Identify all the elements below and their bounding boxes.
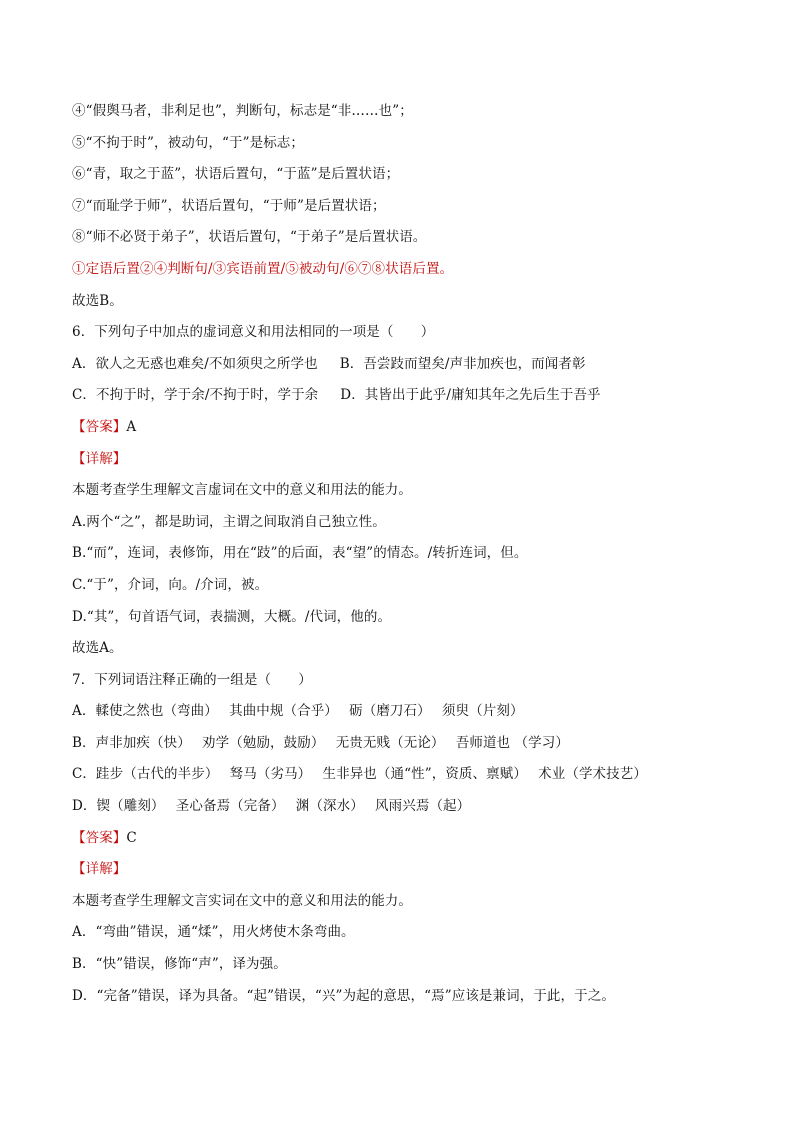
q7-option-a: A．輮使之然也（弯曲） 其曲中规（合乎） 砺（磨刀石） 须臾（片刻） <box>72 703 524 720</box>
q6-answer <box>72 412 722 444</box>
q6-option-c: C．不拘于时，学于余/不拘于时，学于余 <box>72 387 319 404</box>
q7-detail-a: A．“弯曲”错误，通“煣”，用火烤使木条弯曲。 <box>72 924 355 941</box>
q5-explanation-line-8: ⑧“师不必贤于弟子”，状语后置句，“于弟子”是后置状语。 <box>72 229 427 246</box>
q7-option-d: D．锲（雕刻） 圣心备焉（完备） 渊（深水） 风雨兴焉（起） <box>72 798 471 815</box>
q6-answer-value: A <box>126 418 137 435</box>
q6-answer-label: 【答案】 <box>72 418 127 435</box>
q6-options-ab <box>72 349 722 381</box>
q6-option-d: D．其皆出于此乎/庸知其年之先后生于吾乎 <box>340 387 601 404</box>
q5-explanation-line-5: ⑤“不拘于时”，被动句，“于”是标志； <box>72 134 305 151</box>
q6-option-a: A．欲人之无惑也难矣/不如须臾之所学也 <box>72 355 318 372</box>
q5-summary-red: ①定语后置②④判断句/③宾语前置/⑤被动句/⑥⑦⑧状语后置。 <box>72 260 454 277</box>
q7-answer-label: 【答案】 <box>72 829 127 846</box>
q6-options-cd <box>72 380 722 412</box>
q7-detail-d: D．“完备”错误，译为具备。“起”错误，“兴”为起的意思，“焉”应该是兼词，于此，于之。 <box>72 987 615 1004</box>
document-page <box>72 96 722 1012</box>
q6-option-b: B．吾尝跂而望矣/声非加疾也，而闻者彰 <box>339 355 586 372</box>
q5-explanation-line-7: ⑦“而耻学于师”，状语后置句，“于师”是后置状语； <box>72 197 386 214</box>
q7-stem: 7．下列词语注释正确的一组是（ ） <box>72 671 312 688</box>
q6-conclusion: 故选A。 <box>72 640 123 657</box>
q7-detail-intro: 本题考查学生理解文言实词在文中的意义和用法的能力。 <box>72 892 412 909</box>
q6-stem: 6．下列句子中加点的虚词意义和用法相同的一项是（ ） <box>72 324 435 341</box>
q7-detail-b: B．“快”错误，修饰“声”，译为强。 <box>72 956 287 973</box>
q7-answer <box>72 823 722 855</box>
q5-conclusion: 故选B。 <box>72 292 123 309</box>
q6-detail-a: A.两个“之”，都是助词，主谓之间取消自己独立性。 <box>72 513 386 530</box>
q7-answer-value: C <box>126 829 137 846</box>
q5-explanation-line-6: ⑥“青，取之于蓝”，状语后置句，“于蓝”是后置状语； <box>72 166 400 183</box>
q7-detail-label: 【详解】 <box>72 861 127 878</box>
q6-detail-d: D.“其”，句首语气词，表揣测，大概。/代词，他的。 <box>72 608 392 625</box>
q7-option-c: C．跬步（古代的半步） 驽马（劣马） 生非异也（通“性”，资质、禀赋） 术业（学术技艺） <box>72 766 647 783</box>
q7-option-b: B．声非加疾（快） 劝学（勉励，鼓励） 无贵无贱（无论） 吾师道也 （学习） <box>72 734 569 751</box>
q5-explanation-line-4: ④“假舆马者，非利足也”，判断句，标志是“非……也”； <box>72 103 413 119</box>
q6-detail-label: 【详解】 <box>72 450 127 467</box>
q6-detail-intro: 本题考查学生理解文言虚词在文中的意义和用法的能力。 <box>72 482 412 499</box>
q6-detail-b: B.“而”，连词，表修饰，用在“跂”的后面，表“望”的情态。/转折连词，但。 <box>72 545 528 562</box>
q6-detail-c: C.“于”，介词，向。/介词，被。 <box>72 576 269 593</box>
